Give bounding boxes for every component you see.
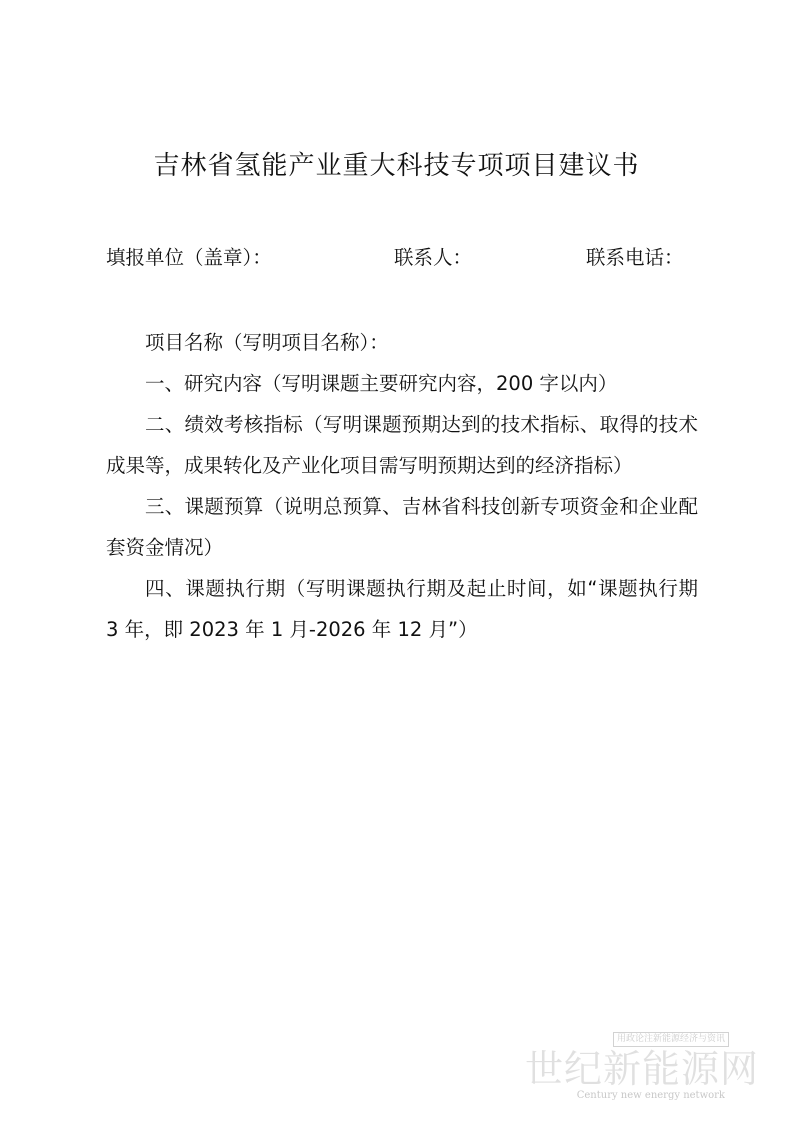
document-body	[106, 322, 698, 650]
header-fields	[106, 242, 706, 274]
watermark-english-text: Century new energy network	[576, 1090, 725, 1101]
field-phone-label: 联系电话：	[586, 246, 684, 269]
field-contact-label: 联系人：	[394, 246, 473, 269]
paragraph-execution-period: 四、课题执行期（写明课题执行期及起止时间，如“课题执行期 3 年，即 2023 年 1 月-2026 年 12 月”）	[106, 577, 698, 641]
paragraph-research-content: 一、研究内容（写明课题主要研究内容，200 字以内）	[145, 372, 618, 395]
paragraph-budget: 三、课题预算（说明总预算、吉林省科技创新专项资金和企业配套资金情况）	[106, 495, 698, 559]
watermark-logo-text: 世纪新能源网	[524, 1047, 759, 1091]
document-title: 吉林省氢能产业重大科技专项项目建议书	[153, 151, 640, 181]
paragraph-project-name: 项目名称（写明项目名称）：	[145, 331, 389, 354]
watermark	[524, 1032, 759, 1116]
watermark-slogan: 用政论注新能源经济与资讯	[613, 1032, 729, 1047]
field-unit-label: 填报单位（盖章）：	[106, 246, 272, 269]
paragraph-performance-indicators: 二、绩效考核指标（写明课题预期达到的技术指标、取得的技术成果等，成果转化及产业化项目需写明预期达到的经济指标）	[106, 413, 698, 477]
